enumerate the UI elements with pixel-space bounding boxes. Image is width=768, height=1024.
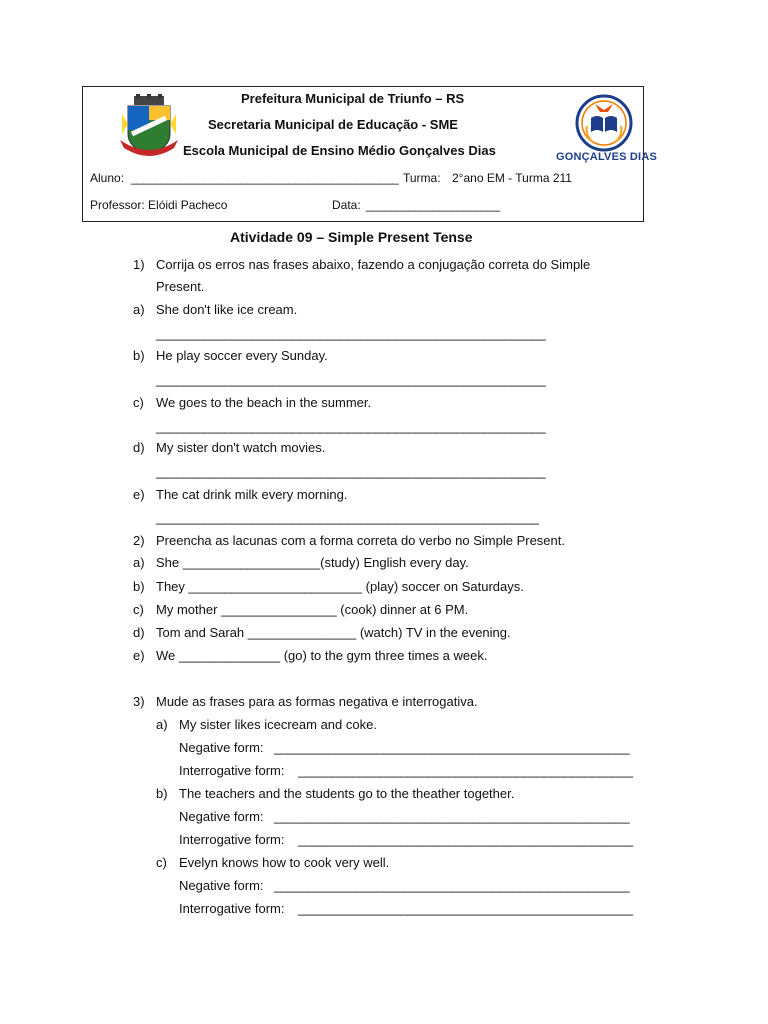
q3b-interrogative-label: Interrogative form: bbox=[179, 832, 285, 847]
header-line-3: Escola Municipal de Ensino Médio Gonçalves Dias bbox=[183, 143, 496, 158]
q1d-letter: d) bbox=[133, 440, 145, 455]
turma-value: 2°ano EM - Turma 211 bbox=[452, 171, 572, 185]
q3b-interrogative-line[interactable]: _________________________________________________ bbox=[298, 832, 633, 847]
q3c-interrogative-label: Interrogative form: bbox=[179, 901, 285, 916]
q1d-answer-line[interactable]: _________________________________________________________ bbox=[156, 464, 546, 479]
q3a-interrogative-label: Interrogative form: bbox=[179, 763, 285, 778]
school-logo-icon bbox=[573, 92, 635, 152]
q2-number: 2) bbox=[133, 533, 145, 548]
coat-of-arms-icon bbox=[118, 94, 180, 160]
q1a-answer-line[interactable]: _________________________________________________________ bbox=[156, 326, 546, 341]
q1e-text: The cat drink milk every morning. bbox=[156, 487, 348, 502]
q1c-text: We goes to the beach in the summer. bbox=[156, 395, 372, 410]
q2c-text[interactable]: My mother ________________ (cook) dinner at 6 PM. bbox=[156, 602, 469, 617]
q1e-answer-line[interactable]: ________________________________________________________ bbox=[156, 510, 539, 525]
q2a-letter: a) bbox=[133, 555, 145, 570]
q2d-letter: d) bbox=[133, 625, 145, 640]
q2a-text[interactable]: She ___________________(study) English every day. bbox=[156, 555, 469, 570]
q2b-text[interactable]: They ________________________ (play) soccer on Saturdays. bbox=[156, 579, 524, 594]
q3b-negative-label: Negative form: bbox=[179, 809, 264, 824]
q3b-text: The teachers and the students go to the theather together. bbox=[179, 786, 515, 801]
turma-label: Turma: bbox=[403, 171, 441, 185]
q3a-negative-label: Negative form: bbox=[179, 740, 264, 755]
q3c-negative-label: Negative form: bbox=[179, 878, 264, 893]
data-label: Data: bbox=[332, 198, 361, 212]
q1b-text: He play soccer every Sunday. bbox=[156, 348, 328, 363]
q1b-answer-line[interactable]: _________________________________________________________ bbox=[156, 372, 546, 387]
q1c-letter: c) bbox=[133, 395, 144, 410]
data-blank[interactable]: ______________________ bbox=[366, 198, 500, 212]
q1-number: 1) bbox=[133, 257, 145, 272]
q1e-letter: e) bbox=[133, 487, 145, 502]
q1-instruction-2: Present. bbox=[156, 279, 205, 294]
aluno-label: Aluno: bbox=[90, 171, 125, 185]
q1c-answer-line[interactable]: _________________________________________________________ bbox=[156, 419, 546, 434]
q1a-letter: a) bbox=[133, 302, 145, 317]
q1d-text: My sister don't watch movies. bbox=[156, 440, 326, 455]
q3b-negative-line[interactable]: ____________________________________________________ bbox=[274, 809, 630, 824]
header-line-2: Secretaria Municipal de Educação - SME bbox=[208, 117, 458, 132]
aluno-blank[interactable]: ____________________________________________ bbox=[131, 171, 399, 185]
header-line-1: Prefeitura Municipal de Triunfo – RS bbox=[241, 91, 465, 106]
page-title: Atividade 09 – Simple Present Tense bbox=[230, 229, 473, 245]
q1b-letter: b) bbox=[133, 348, 145, 363]
q2e-letter: e) bbox=[133, 648, 145, 663]
q3c-interrogative-line[interactable]: _________________________________________________ bbox=[298, 901, 633, 916]
school-logo-text: GONÇALVES DIAS bbox=[556, 151, 657, 163]
q3c-text: Evelyn knows how to cook very well. bbox=[179, 855, 390, 870]
q2e-text[interactable]: We ______________ (go) to the gym three times a week. bbox=[156, 648, 488, 663]
q3a-interrogative-line[interactable]: _________________________________________________ bbox=[298, 763, 633, 778]
q2d-text[interactable]: Tom and Sarah _______________ (watch) TV in the evening. bbox=[156, 625, 511, 640]
q2b-letter: b) bbox=[133, 579, 145, 594]
q2-instruction: Preencha as lacunas com a forma correta do verbo no Simple Present. bbox=[156, 533, 565, 548]
q3-instruction: Mude as frases para as formas negativa e interrogativa. bbox=[156, 694, 478, 709]
q3c-negative-line[interactable]: ____________________________________________________ bbox=[274, 878, 630, 893]
professor-label: Professor: Elóidi Pacheco bbox=[90, 198, 228, 212]
q3c-letter: c) bbox=[156, 855, 167, 870]
q1-instruction-1: Corrija os erros nas frases abaixo, fazendo a conjugação correta do Simple bbox=[156, 257, 591, 272]
q3a-letter: a) bbox=[156, 717, 168, 732]
q3b-letter: b) bbox=[156, 786, 168, 801]
q2c-letter: c) bbox=[133, 602, 144, 617]
q1a-text: She don't like ice cream. bbox=[156, 302, 298, 317]
q3a-text: My sister likes icecream and coke. bbox=[179, 717, 377, 732]
q3a-negative-line[interactable]: ____________________________________________________ bbox=[274, 740, 630, 755]
q3-number: 3) bbox=[133, 694, 145, 709]
